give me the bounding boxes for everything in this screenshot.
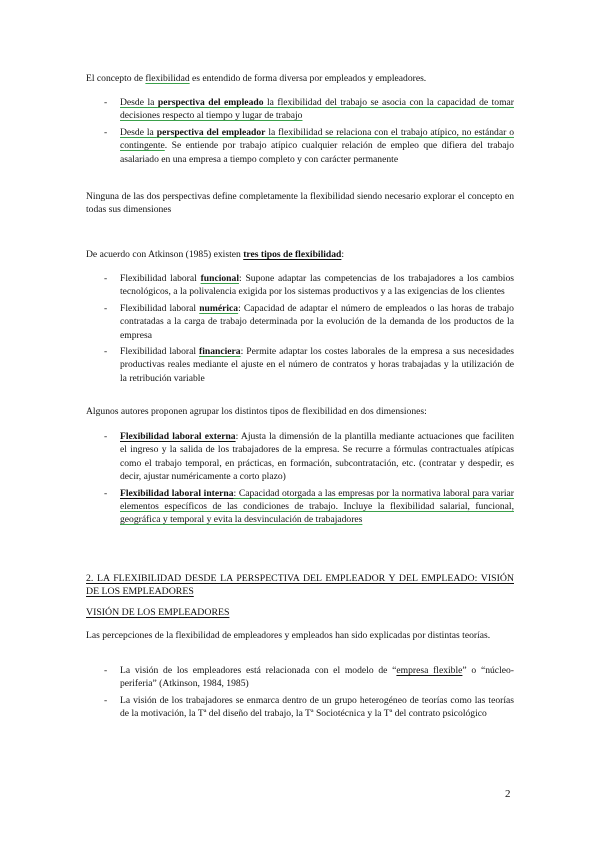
section-heading: 2. LA FLEXIBILIDAD DESDE LA PERSPECTIVA DEL EMPLEADOR Y DEL EMPLEADO: VISIÓN DE LOS EMPLEADORES [86, 573, 514, 598]
dimensions-list [86, 430, 514, 530]
item-lead: funcional [200, 273, 239, 284]
item-text: La visión de los empleadores está relacionada con el modelo de “ [120, 665, 397, 676]
intro-text: El concepto de [86, 73, 146, 84]
list-item [86, 430, 514, 484]
item-prefix: Desde la [120, 126, 157, 138]
list-item [86, 302, 514, 342]
item-prefix: Desde la [120, 97, 158, 108]
item-text: : Capacidad de adaptar el número de empleados o las horas de trabajo contratadas a la carga de trabajo determinada por la evolución de la demanda de los productos de la empresa [120, 302, 514, 341]
vision-list [86, 664, 514, 724]
list-item [86, 272, 514, 299]
item-text: : Capacidad otorgada a las empresas por la normativa laboral para variar elementos específicos de las condiciones de trabajo. Incluye la flexibilidad salarial, funcional, geográfica y temporal y evita la desvinculación de trabajadores [120, 487, 514, 526]
perspectives-list [86, 96, 514, 169]
item-text: La visión de los trabajadores se enmarca dentro de un grupo heterogéneo de teorías como las teorías de la motivación, la Tª del diseño del trabajo, la Tª Sociotécnica y la Tª del contrato psicológico [120, 694, 514, 720]
neither-paragraph: Ninguna de las dos perspectivas define completamente la flexibilidad siendo necesario explorar el concepto en todas sus dimensiones [86, 191, 514, 216]
flex-types-list [86, 272, 514, 388]
perspective-employee [120, 97, 514, 121]
item-lead: perspectiva del empleador [156, 126, 266, 138]
page-number: 2 [505, 788, 511, 800]
item-prefix: Flexibilidad laboral [120, 273, 201, 284]
item-text-end: ” o “núcleo-periferia” (Atkinson, 1984, 1985) [120, 665, 514, 690]
list-item [86, 664, 514, 691]
grouping-paragraph: Algunos autores proponen agrupar los distintos tipos de flexibilidad en dos dimensiones: [86, 406, 427, 417]
intro-text-end: es entendido de forma diversa por empleados y empleadores. [189, 73, 427, 84]
item-lead: Flexibilidad laboral interna [120, 487, 234, 499]
atkinson-lead: tres tipos de flexibilidad [243, 249, 342, 260]
atkinson-text: De acuerdo con Atkinson (1985) existen [86, 249, 244, 260]
item-text: la flexibilidad del trabajo se asocia con la capacidad de tomar decisiones respecto al tiempo y lugar de trabajo [120, 97, 515, 122]
list-item [86, 96, 514, 123]
intro-term: flexibilidad [145, 73, 190, 84]
list-item [86, 126, 514, 166]
item-text-tail: . Se entiende por trabajo atípico cualquier relación de empleo que difiera del trabajo asalariado en una empresa a tiempo completo y con carácter permanente [120, 140, 514, 165]
item-prefix: Flexibilidad laboral [120, 346, 200, 358]
list-item [86, 694, 514, 721]
item-text: : Supone adaptar las competencias de los trabajadores a los cambios tecnológicos, a la polivalencia exigida por los sistemas productivos y a las exigencias de los clientes [120, 273, 514, 298]
item-term: empresa flexible [396, 665, 463, 676]
item-lead: Flexibilidad laboral externa [120, 431, 236, 442]
item-text: la flexibilidad se relaciona con el trabajo atípico, no estándar o contingente [120, 126, 514, 152]
item-text: : Ajusta la dimensión de la plantilla mediante actuaciones que faciliten el ingreso y la salida de los trabajadores de la empresa. Se recurre a fórmulas contractuales atípicas como el trabajo temporal, en prácticas, en formación, subcontratación, etc. (contratar y despedir, es decir, ajustar numéricamente a corto plazo) [120, 431, 514, 483]
item-lead: numérica [199, 302, 239, 314]
atkinson-colon: : [341, 249, 345, 260]
item-lead: perspectiva del empleado [157, 97, 264, 108]
list-item [86, 345, 514, 385]
item-prefix: Flexibilidad laboral [120, 302, 200, 314]
item-text: : Permite adaptar los costes laborales de la empresa a sus necesidades productivas reales mediante el ajuste en el número de contratos y horas trabajadas y la utilización de la retribución variable [120, 346, 514, 384]
subheading: VISIÓN DE LOS EMPLEADORES [86, 607, 230, 618]
list-item [86, 487, 514, 527]
intro-paragraph [86, 72, 514, 85]
perceptions-paragraph: Las percepciones de la flexibilidad de empleadores y empleados han sido explicadas por distintas teorías. [86, 630, 491, 641]
atkinson-paragraph [86, 248, 514, 261]
item-lead: financiera [199, 346, 241, 358]
